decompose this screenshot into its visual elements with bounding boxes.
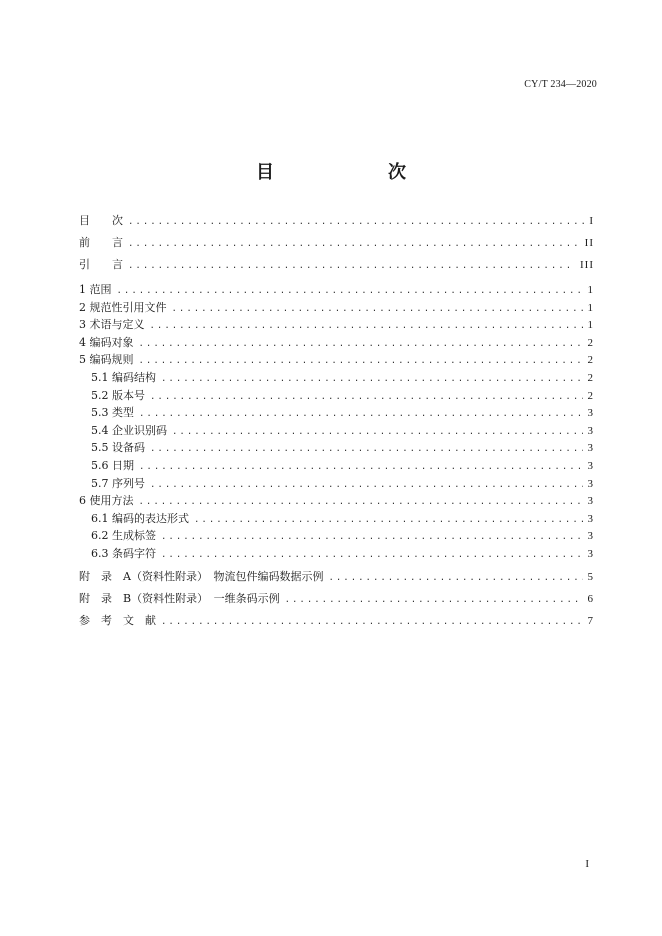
toc-entry-page: 3	[587, 512, 594, 525]
toc-entry-6-1[interactable]	[79, 510, 594, 528]
toc-entry-label: 3 术语与定义	[79, 318, 145, 332]
leader-dots	[161, 547, 583, 565]
toc-entry-2[interactable]	[79, 299, 594, 317]
toc-entry-label: 目 次	[79, 214, 123, 227]
toc-entry-page: 3	[587, 530, 594, 543]
toc-entry-6-3[interactable]	[79, 545, 594, 563]
toc-entry-label: 5.3 类型	[91, 406, 134, 420]
toc-entry-page: 2	[587, 354, 594, 367]
toc-entry-label: 6.3 条码字符	[91, 546, 156, 560]
toc-entry-contents[interactable]	[79, 210, 594, 232]
leader-dots	[161, 371, 583, 389]
toc-entry-label: 5.6 日期	[91, 458, 134, 472]
toc-entry-label: 5 编码规则	[79, 353, 134, 367]
toc-entry-label: 6.2 生成标签	[91, 529, 156, 543]
toc-entry-page: 3	[587, 407, 594, 420]
leader-dots	[150, 477, 583, 495]
toc-entry-label: 附 录 B（资料性附录） 一维条码示例	[79, 591, 280, 605]
leader-dots	[128, 233, 580, 255]
toc-entry-3[interactable]	[79, 316, 594, 334]
toc-entry-5-7[interactable]	[79, 475, 594, 493]
leader-dots	[161, 529, 583, 547]
toc-entry-4[interactable]	[79, 334, 594, 352]
toc-entry-page: 3	[587, 459, 594, 472]
toc-entry-page: 3	[587, 495, 594, 508]
toc-entry-page: 1	[587, 301, 594, 314]
leader-dots	[150, 389, 583, 407]
toc-entry-label: 前 言	[79, 236, 123, 249]
leader-dots	[139, 353, 583, 371]
toc-entry-page: 3	[587, 442, 594, 455]
toc-entry-5-6[interactable]	[79, 457, 594, 475]
leader-dots	[139, 459, 583, 477]
toc-entry-page: 2	[587, 336, 594, 349]
leader-dots	[194, 512, 583, 530]
toc-entry-label: 5.1 编码结构	[91, 370, 156, 384]
standard-code: CY/T 234—2020	[524, 79, 597, 90]
toc-entry-page: 3	[587, 424, 594, 437]
leader-dots	[150, 441, 583, 459]
toc-entry-page: 3	[587, 477, 594, 490]
page-title: 目 次	[256, 162, 432, 183]
toc-entry-foreword[interactable]	[79, 232, 594, 254]
toc-entry-page: 2	[587, 371, 594, 384]
leader-dots	[161, 611, 583, 633]
toc-entry-label: 5.7 序列号	[91, 476, 145, 490]
toc-entry-label: 4 编码对象	[79, 335, 134, 349]
toc-entry-introduction[interactable]	[79, 254, 594, 276]
leader-dots	[139, 406, 583, 424]
toc-entry-5-2[interactable]	[79, 387, 594, 405]
toc-entry-label: 附 录 A（资料性附录） 物流包件编码数据示例	[79, 569, 324, 583]
toc-entry-label: 6 使用方法	[79, 494, 134, 508]
leader-dots	[139, 494, 583, 512]
toc-entry-label: 参 考 文 献	[79, 613, 156, 627]
leader-dots	[128, 255, 575, 277]
leader-dots	[128, 211, 584, 233]
leader-dots	[150, 318, 583, 336]
toc-entry-1[interactable]	[79, 281, 594, 299]
toc-entry-page: II	[584, 237, 594, 249]
toc-entry-page: 3	[587, 547, 594, 560]
toc-entry-6[interactable]	[79, 492, 594, 510]
toc-entry-label: 5.4 企业识别码	[91, 423, 167, 437]
toc-entry-5[interactable]	[79, 351, 594, 369]
leader-dots	[172, 301, 583, 319]
page-number: I	[585, 858, 589, 870]
toc-entry-page: I	[589, 215, 594, 227]
table-of-contents	[79, 210, 594, 632]
toc-entry-annex-a[interactable]	[79, 566, 594, 588]
toc-entry-label: 5.2 版本号	[91, 388, 145, 402]
toc-entry-page: III	[580, 259, 594, 271]
toc-entry-bibliography[interactable]	[79, 610, 594, 632]
leader-dots	[285, 589, 583, 611]
leader-dots	[117, 283, 583, 301]
toc-entry-5-4[interactable]	[79, 422, 594, 440]
toc-entry-label: 引 言	[79, 258, 123, 271]
toc-entry-label: 5.5 设备码	[91, 441, 145, 455]
toc-entry-page: 2	[587, 389, 594, 402]
toc-entry-6-2[interactable]	[79, 527, 594, 545]
toc-entry-annex-b[interactable]	[79, 588, 594, 610]
toc-entry-label: 1 范围	[79, 283, 112, 296]
leader-dots	[139, 336, 583, 354]
toc-entry-5-5[interactable]	[79, 439, 594, 457]
leader-dots	[328, 567, 582, 589]
toc-entry-page: 6	[587, 592, 594, 605]
toc-entry-page: 5	[587, 570, 594, 583]
toc-entry-label: 6.1 编码的表达形式	[91, 511, 189, 525]
toc-entry-5-3[interactable]	[79, 404, 594, 422]
toc-entry-page: 1	[587, 319, 594, 332]
toc-entry-page: 1	[587, 284, 594, 296]
leader-dots	[172, 424, 583, 442]
toc-entry-label: 2 规范性引用文件	[79, 300, 167, 314]
toc-entry-5-1[interactable]	[79, 369, 594, 387]
toc-entry-page: 7	[587, 614, 594, 627]
